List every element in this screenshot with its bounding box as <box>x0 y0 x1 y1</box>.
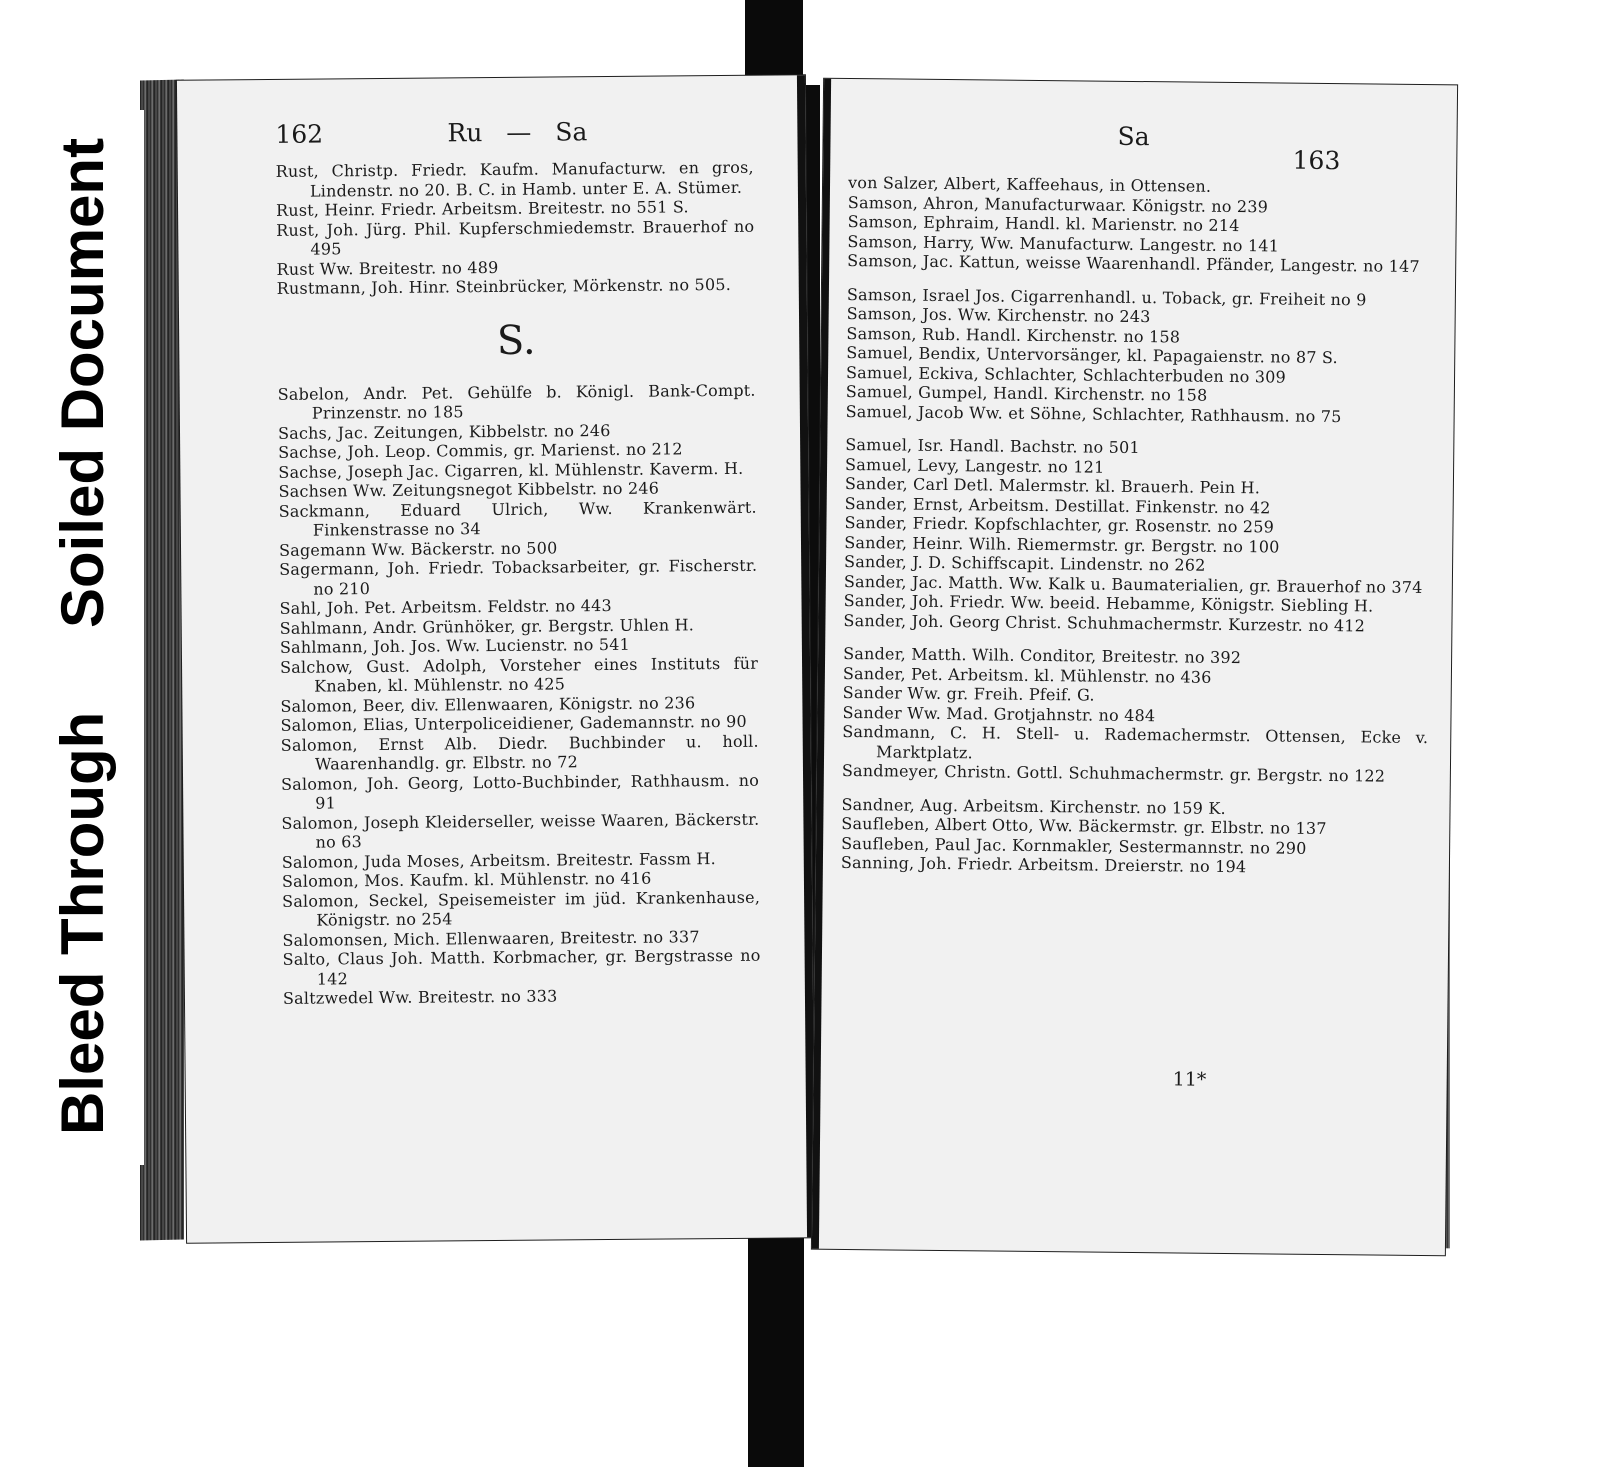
directory-entry: Salomonsen, Mich. Ellenwaaren, Breitestr. no 337 <box>282 926 700 950</box>
directory-entry: Salomon, Joseph Kleiderseller, weisse Waaren, Bäckerstr. no 63 <box>281 809 760 852</box>
directory-entry: Sagemann Ww. Bäckerstr. no 500 <box>278 537 558 560</box>
directory-entry: Sander, Pet. Arbeitsm. kl. Mühlenstr. no 436 <box>842 663 1212 687</box>
directory-entry: Samuel, Jacob Ww. et Söhne, Schlachter, Rathhausm. no 75 <box>845 401 1342 426</box>
directory-entry: Samuel, Isr. Handl. Bachstr. no 501 <box>845 434 1140 458</box>
directory-entry: Sackmann, Eduard Ulrich, Ww. Krankenwärt. Finkenstrasse no 34 <box>278 497 757 540</box>
directory-entry: Sahlmann, Andr. Grünhöker, gr. Bergstr. Uhlen H. <box>279 614 695 638</box>
signature-mark: 11* <box>1172 1068 1207 1091</box>
directory-entry: Samuel, Gumpel, Handl. Kirchenstr. no 158 <box>845 381 1208 405</box>
directory-entry: Samson, Harry, Ww. Manufacturw. Langestr. no 141 <box>847 231 1280 255</box>
directory-entry: Sachsen Ww. Zeitungsnegot Kibbelstr. no 246 <box>278 478 660 501</box>
directory-entry: Salto, Claus Joh. Matth. Korbmacher, gr. Bergstrasse no 142 <box>282 945 761 989</box>
left-entries <box>178 157 805 1009</box>
directory-entry: Sandmann, C. H. Stell- u. Rademachermstr. Ottensen, Ecke v. Marktplatz. <box>842 721 1429 762</box>
directory-entry: Rust Ww. Breitestr. no 489 <box>276 257 499 279</box>
directory-entry: Saufleben, Paul Jac. Kornmakler, Sestermannstr. no 290 <box>841 833 1307 858</box>
directory-entry: Sander, Jac. Matth. Ww. Kalk u. Baumaterialien, gr. Brauerhof no 374 <box>843 571 1423 597</box>
left-entries-before-section <box>276 158 755 299</box>
directory-entry: Samuel, Eckiva, Schlachter, Schlachterbuden no 309 <box>845 362 1287 387</box>
directory-entry: Rustmann, Joh. Hinr. Steinbrücker, Mörkenstr. no 505. <box>276 274 732 298</box>
directory-entry: von Salzer, Albert, Kaffeehaus, in Ottensen. <box>847 172 1212 196</box>
directory-entry: Sander Ww. Mad. Grotjahnstr. no 484 <box>842 702 1156 725</box>
directory-entry: Sander, Joh. Friedr. Ww. beeid. Hebamme, Königstr. Siebling H. <box>843 590 1374 616</box>
spine-bottom-shadow <box>748 1225 804 1467</box>
directory-entry: Sander, Ernst, Arbeitsm. Destillat. Finkenstr. no 42 <box>844 493 1271 517</box>
directory-entry: Sandner, Aug. Arbeitsm. Kirchenstr. no 159 K. <box>841 794 1226 818</box>
directory-entry: Samson, Ephraim, Handl. kl. Marienstr. no 214 <box>847 211 1240 236</box>
left-page <box>177 75 815 1242</box>
directory-entry: Salchow, Gust. Adolph, Vorsteher eines Instituts für Knaben, kl. Mühlenstr. no 425 <box>279 653 759 696</box>
right-page-number: 163 <box>1292 145 1341 176</box>
left-entries-main <box>278 380 761 1008</box>
directory-entry: Saltzwedel Ww. Breitestr. no 333 <box>282 986 558 1008</box>
section-letter: S. <box>496 317 536 364</box>
directory-entry: Samson, Jos. Ww. Kirchenstr. no 243 <box>846 303 1151 327</box>
directory-entry: Salomon, Mos. Kaufm. kl. Mühlenstr. no 416 <box>281 868 652 891</box>
directory-entry: Sander, J. D. Schiffscapit. Lindenstr. no 262 <box>843 551 1206 575</box>
left-running-head: Ru — Sa <box>447 117 588 148</box>
right-page-header <box>830 119 1456 176</box>
directory-entry: Sahlmann, Joh. Jos. Ww. Lucienstr. no 541 <box>279 634 630 657</box>
directory-entry: Sachse, Joseph Jac. Cigarren, kl. Mühlenstr. Kaverm. H. <box>278 458 744 482</box>
directory-entry: Samuel, Bendix, Untervorsänger, kl. Papagaienstr. no 87 S. <box>846 342 1338 368</box>
directory-entry: Sahl, Joh. Pet. Arbeitsm. Feldstr. no 443 <box>279 595 612 618</box>
directory-entry: Sander, Heinr. Wilh. Riemermstr. gr. Bergstr. no 100 <box>844 532 1280 557</box>
directory-entry: Sagermann, Joh. Friedr. Tobacksarbeiter, gr. Fischerstr. no 210 <box>279 555 758 599</box>
directory-entry: Salomon, Seckel, Speisemeister im jüd. Krankenhause, Königstr. no 254 <box>282 887 761 930</box>
directory-entry: Samson, Rub. Handl. Kirchenstr. no 158 <box>846 323 1181 346</box>
directory-entry: Sachse, Joh. Leop. Commis, gr. Marienst. no 212 <box>278 439 683 462</box>
left-page-number: 162 <box>275 119 324 149</box>
directory-entry: Rust, Joh. Jürg. Phil. Kupferschmiedemstr. Brauerhof no 495 <box>276 216 755 259</box>
directory-entry: Salomon, Juda Moses, Arbeitsm. Breitestr. Fassm H. <box>281 848 716 872</box>
right-running-head: Sa <box>1117 121 1150 152</box>
tag-bleed-through: Bleed Through <box>49 711 116 1135</box>
directory-entry: Sander, Carl Detl. Malermstr. kl. Brauerh. Pein H. <box>844 473 1261 498</box>
right-entries <box>823 173 1456 879</box>
directory-entry: Samson, Ahron, Manufacturwaar. Königstr. no 239 <box>847 192 1269 216</box>
directory-entry: Sanning, Joh. Friedr. Arbeitsm. Dreierstr. no 194 <box>840 852 1247 877</box>
right-entries-list <box>841 173 1434 879</box>
directory-entry: Salomon, Elias, Unterpoliceidiener, Gademannstr. no 90 <box>280 711 747 735</box>
directory-entry: Rust, Heinr. Friedr. Arbeitsm. Breitestr. no 551 S. <box>275 197 689 220</box>
directory-entry: Salomon, Ernst Alb. Diedr. Buchbinder u. holl. Waarenhandlg. gr. Elbstr. no 72 <box>280 731 759 774</box>
directory-entry: Sander, Joh. Georg Christ. Schuhmachermstr. Kurzestr. no 412 <box>843 610 1366 635</box>
directory-entry: Sander, Matth. Wilh. Conditor, Breitestr. no 392 <box>843 643 1242 668</box>
directory-entry: Salomon, Beer, div. Ellenwaaren, Königstr. no 236 <box>280 692 696 716</box>
directory-entry: Saufleben, Albert Otto, Ww. Bäckermstr. gr. Elbstr. no 137 <box>841 813 1327 839</box>
directory-entry: Sachs, Jac. Zeitungen, Kibbelstr. no 246 <box>277 420 611 443</box>
directory-entry: Samuel, Levy, Langestr. no 121 <box>845 454 1105 477</box>
directory-entry: Sander Ww. gr. Freih. Pfeif. G. <box>842 682 1095 705</box>
left-page-stack-edge <box>140 80 184 1241</box>
tag-soiled-document: Soiled Document <box>49 137 116 628</box>
directory-entry: Samson, Israel Jos. Cigarrenhandl. u. Toback, gr. Freiheit no 9 <box>846 284 1367 309</box>
directory-entry: Rust, Christp. Friedr. Kaufm. Manufacturw. en gros, Lindenstr. no 20. B. C. in Hamb. unter E. A. Stümer. <box>275 157 754 201</box>
directory-entry: Sandmeyer, Christn. Gottl. Schuhmachermstr. gr. Bergstr. no 122 <box>841 760 1386 786</box>
directory-entry: Salomon, Joh. Georg, Lotto-Buchbinder, Rathhausm. no 91 <box>280 770 760 813</box>
directory-entry: Sabelon, Andr. Pet. Gehülfe b. Königl. Bank-Compt. Prinzenstr. no 185 <box>277 380 756 423</box>
directory-entry: Samson, Jac. Kattun, weisse Waarenhandl. Pfänder, Langestr. no 147 <box>847 250 1420 276</box>
right-page <box>812 79 1457 1256</box>
directory-entry: Sander, Friedr. Kopfschlachter, gr. Rosenstr. no 259 <box>844 512 1275 537</box>
